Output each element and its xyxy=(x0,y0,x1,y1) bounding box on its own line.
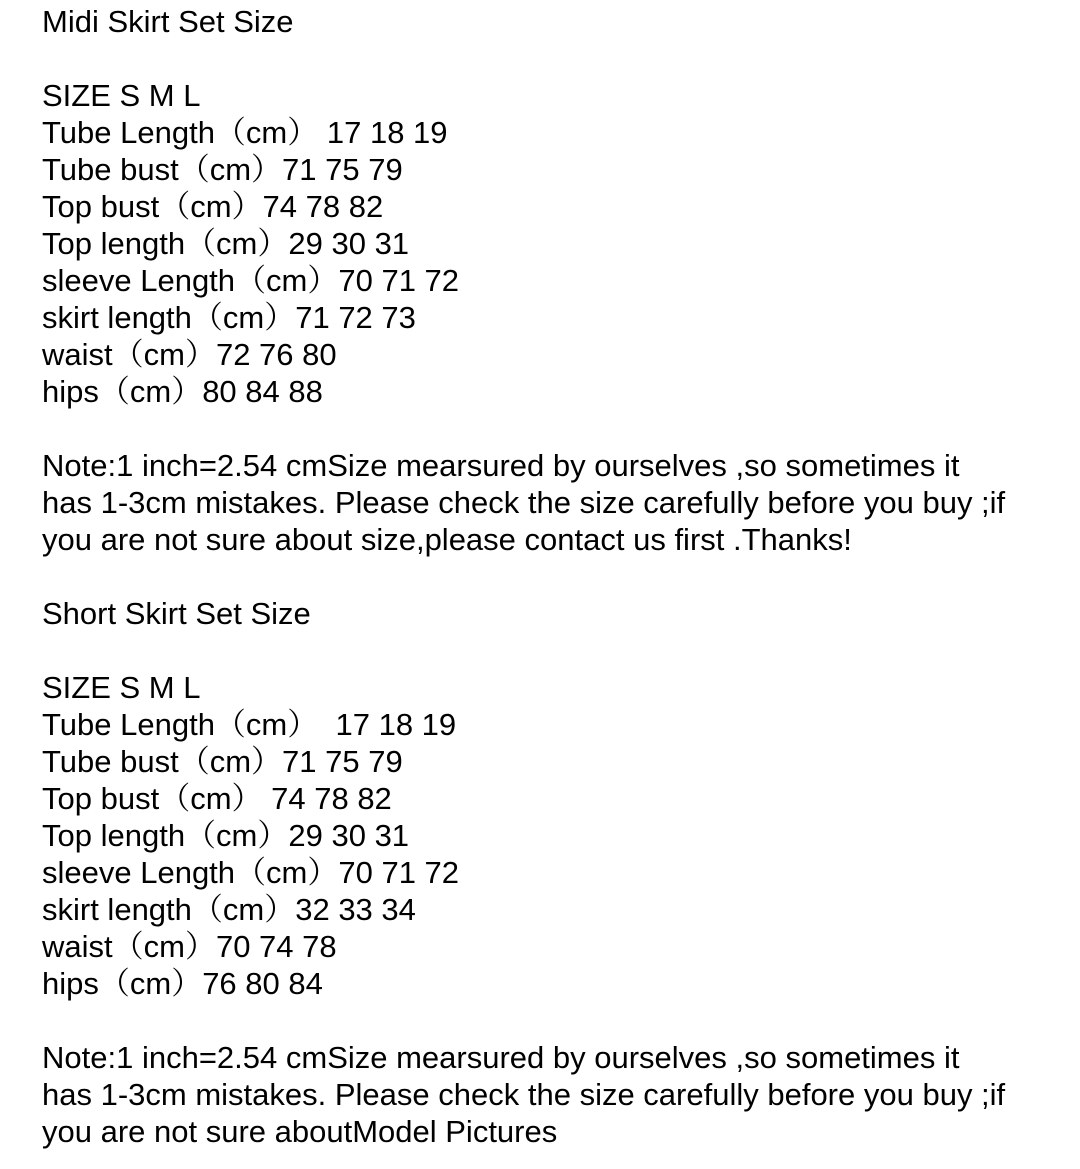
midi-note-line-1: Note:1 inch=2.54 cmSize mearsured by ourselves ,so sometimes it xyxy=(42,448,960,483)
midi-note-line-2: has 1-3cm mistakes. Please check the size carefully before you buy ;if xyxy=(42,485,1006,520)
midi-row-hips: hips（cm）80 84 88 xyxy=(42,374,323,409)
short-note-line-1: Note:1 inch=2.54 cmSize mearsured by ourselves ,so sometimes it xyxy=(42,1040,960,1075)
spacer xyxy=(42,558,1052,595)
short-row-sleeve-length: sleeve Length（cm）70 71 72 xyxy=(42,855,460,890)
midi-note-line-3: you are not sure about size,please contact us first .Thanks! xyxy=(42,522,852,557)
spacer xyxy=(42,1002,1052,1039)
midi-row-tube-length: Tube Length（cm） 17 18 19 xyxy=(42,115,448,150)
short-note-line-3: you are not sure aboutModel Pictures xyxy=(42,1114,558,1149)
short-row-skirt-length: skirt length（cm）32 33 34 xyxy=(42,892,416,927)
midi-section-title: Midi Skirt Set Size xyxy=(42,4,294,39)
short-skirt-section xyxy=(42,595,1052,1150)
midi-row-sleeve-length: sleeve Length（cm）70 71 72 xyxy=(42,263,460,298)
midi-row-top-bust: Top bust（cm）74 78 82 xyxy=(42,189,384,224)
midi-skirt-section xyxy=(42,3,1052,558)
short-note-line-2: has 1-3cm mistakes. Please check the size carefully before you buy ;if xyxy=(42,1077,1006,1112)
midi-row-tube-bust: Tube bust（cm）71 75 79 xyxy=(42,152,403,187)
spacer xyxy=(42,632,1052,669)
short-size-header: SIZE S M L xyxy=(42,670,201,705)
midi-size-header: SIZE S M L xyxy=(42,78,201,113)
short-row-tube-bust: Tube bust（cm）71 75 79 xyxy=(42,744,403,779)
short-section-title: Short Skirt Set Size xyxy=(42,596,311,631)
spacer xyxy=(42,40,1052,77)
midi-row-top-length: Top length（cm）29 30 31 xyxy=(42,226,410,261)
short-row-top-bust: Top bust（cm） 74 78 82 xyxy=(42,781,392,816)
short-row-tube-length: Tube Length（cm） 17 18 19 xyxy=(42,707,457,742)
short-row-top-length: Top length（cm）29 30 31 xyxy=(42,818,410,853)
midi-row-skirt-length: skirt length（cm）71 72 73 xyxy=(42,300,416,335)
short-row-hips: hips（cm）76 80 84 xyxy=(42,966,323,1001)
size-chart-document xyxy=(42,0,1052,1150)
midi-row-waist: waist（cm）72 76 80 xyxy=(42,337,337,372)
spacer xyxy=(42,410,1052,447)
short-row-waist: waist（cm）70 74 78 xyxy=(42,929,337,964)
